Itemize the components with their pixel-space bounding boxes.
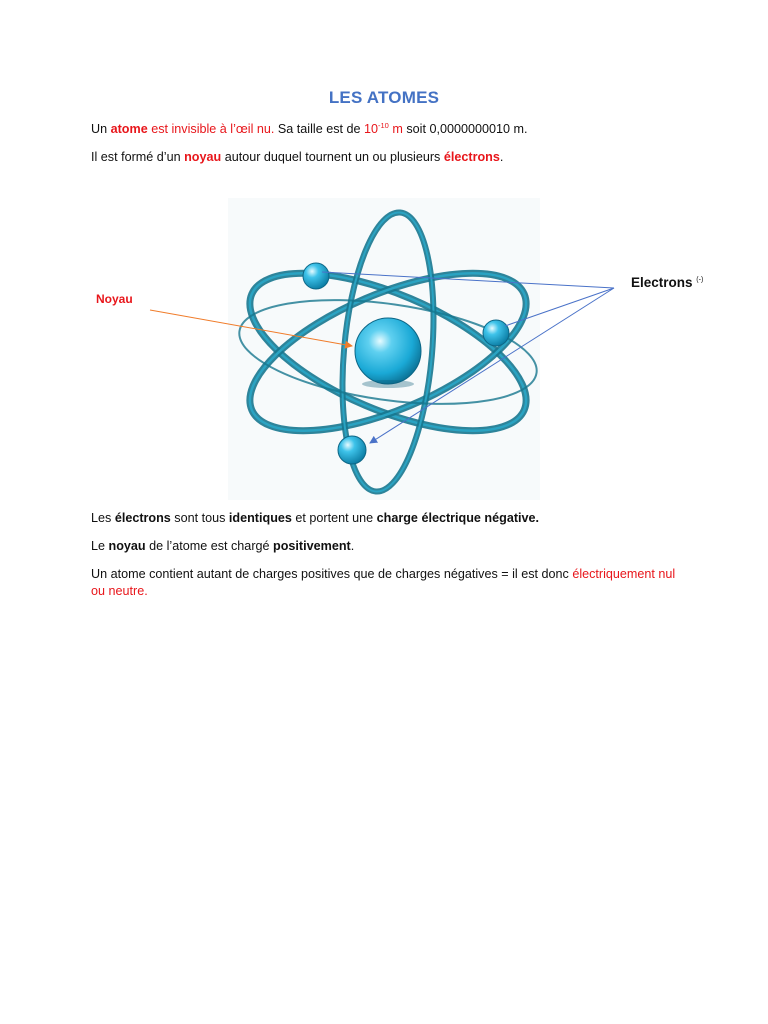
- text: Le: [91, 539, 109, 553]
- keyword-charge: charge électrique négative.: [376, 511, 540, 525]
- nucleus: [355, 318, 421, 384]
- keyword-noyau: noyau: [108, 539, 146, 553]
- keyword-electrons: électrons: [443, 150, 500, 164]
- text: sont tous: [170, 511, 229, 525]
- size-base: 10: [364, 122, 379, 136]
- text: Sa taille est de: [274, 122, 364, 136]
- text: .: [499, 150, 504, 164]
- label-noyau: Noyau: [96, 292, 133, 306]
- label-electrons-text: Electrons: [631, 275, 693, 290]
- electron-2: [483, 320, 509, 346]
- keyword-positivement: positivement: [273, 539, 351, 553]
- text: Un atome contient autant de charges positives que de charges négatives = il est donc: [91, 567, 573, 581]
- keyword-atome: atome: [110, 122, 148, 136]
- nucleus-shadow: [362, 380, 414, 388]
- text-neutre: électriquement nul ou neutre.: [91, 567, 676, 598]
- body-paragraph-1: [91, 510, 686, 527]
- electron-1: [303, 263, 329, 289]
- keyword-noyau: noyau: [184, 150, 222, 164]
- text: .: [350, 539, 355, 553]
- size-exponent: -10: [378, 120, 389, 130]
- label-electrons-charge: (-): [696, 276, 704, 284]
- text-invisible: est invisible à l’œil nu.: [147, 122, 275, 136]
- size-unit: m: [388, 122, 403, 136]
- text: Un: [91, 122, 111, 136]
- text: Les: [91, 511, 115, 525]
- text: soit 0,0000000010 m.: [402, 122, 528, 136]
- page-title: LES ATOMES: [328, 88, 440, 107]
- text: Il est formé d’un: [91, 150, 185, 164]
- keyword-electrons: électrons: [114, 511, 171, 525]
- body-paragraph-3: [91, 566, 686, 600]
- text: de l’atome est chargé: [145, 539, 274, 553]
- label-electrons: [631, 275, 703, 290]
- text: et portent une: [291, 511, 377, 525]
- body-paragraph-2: [91, 538, 686, 555]
- text: autour duquel tournent un ou plusieurs: [221, 150, 444, 164]
- electron-3: [338, 436, 366, 464]
- keyword-identiques: identiques: [228, 511, 292, 525]
